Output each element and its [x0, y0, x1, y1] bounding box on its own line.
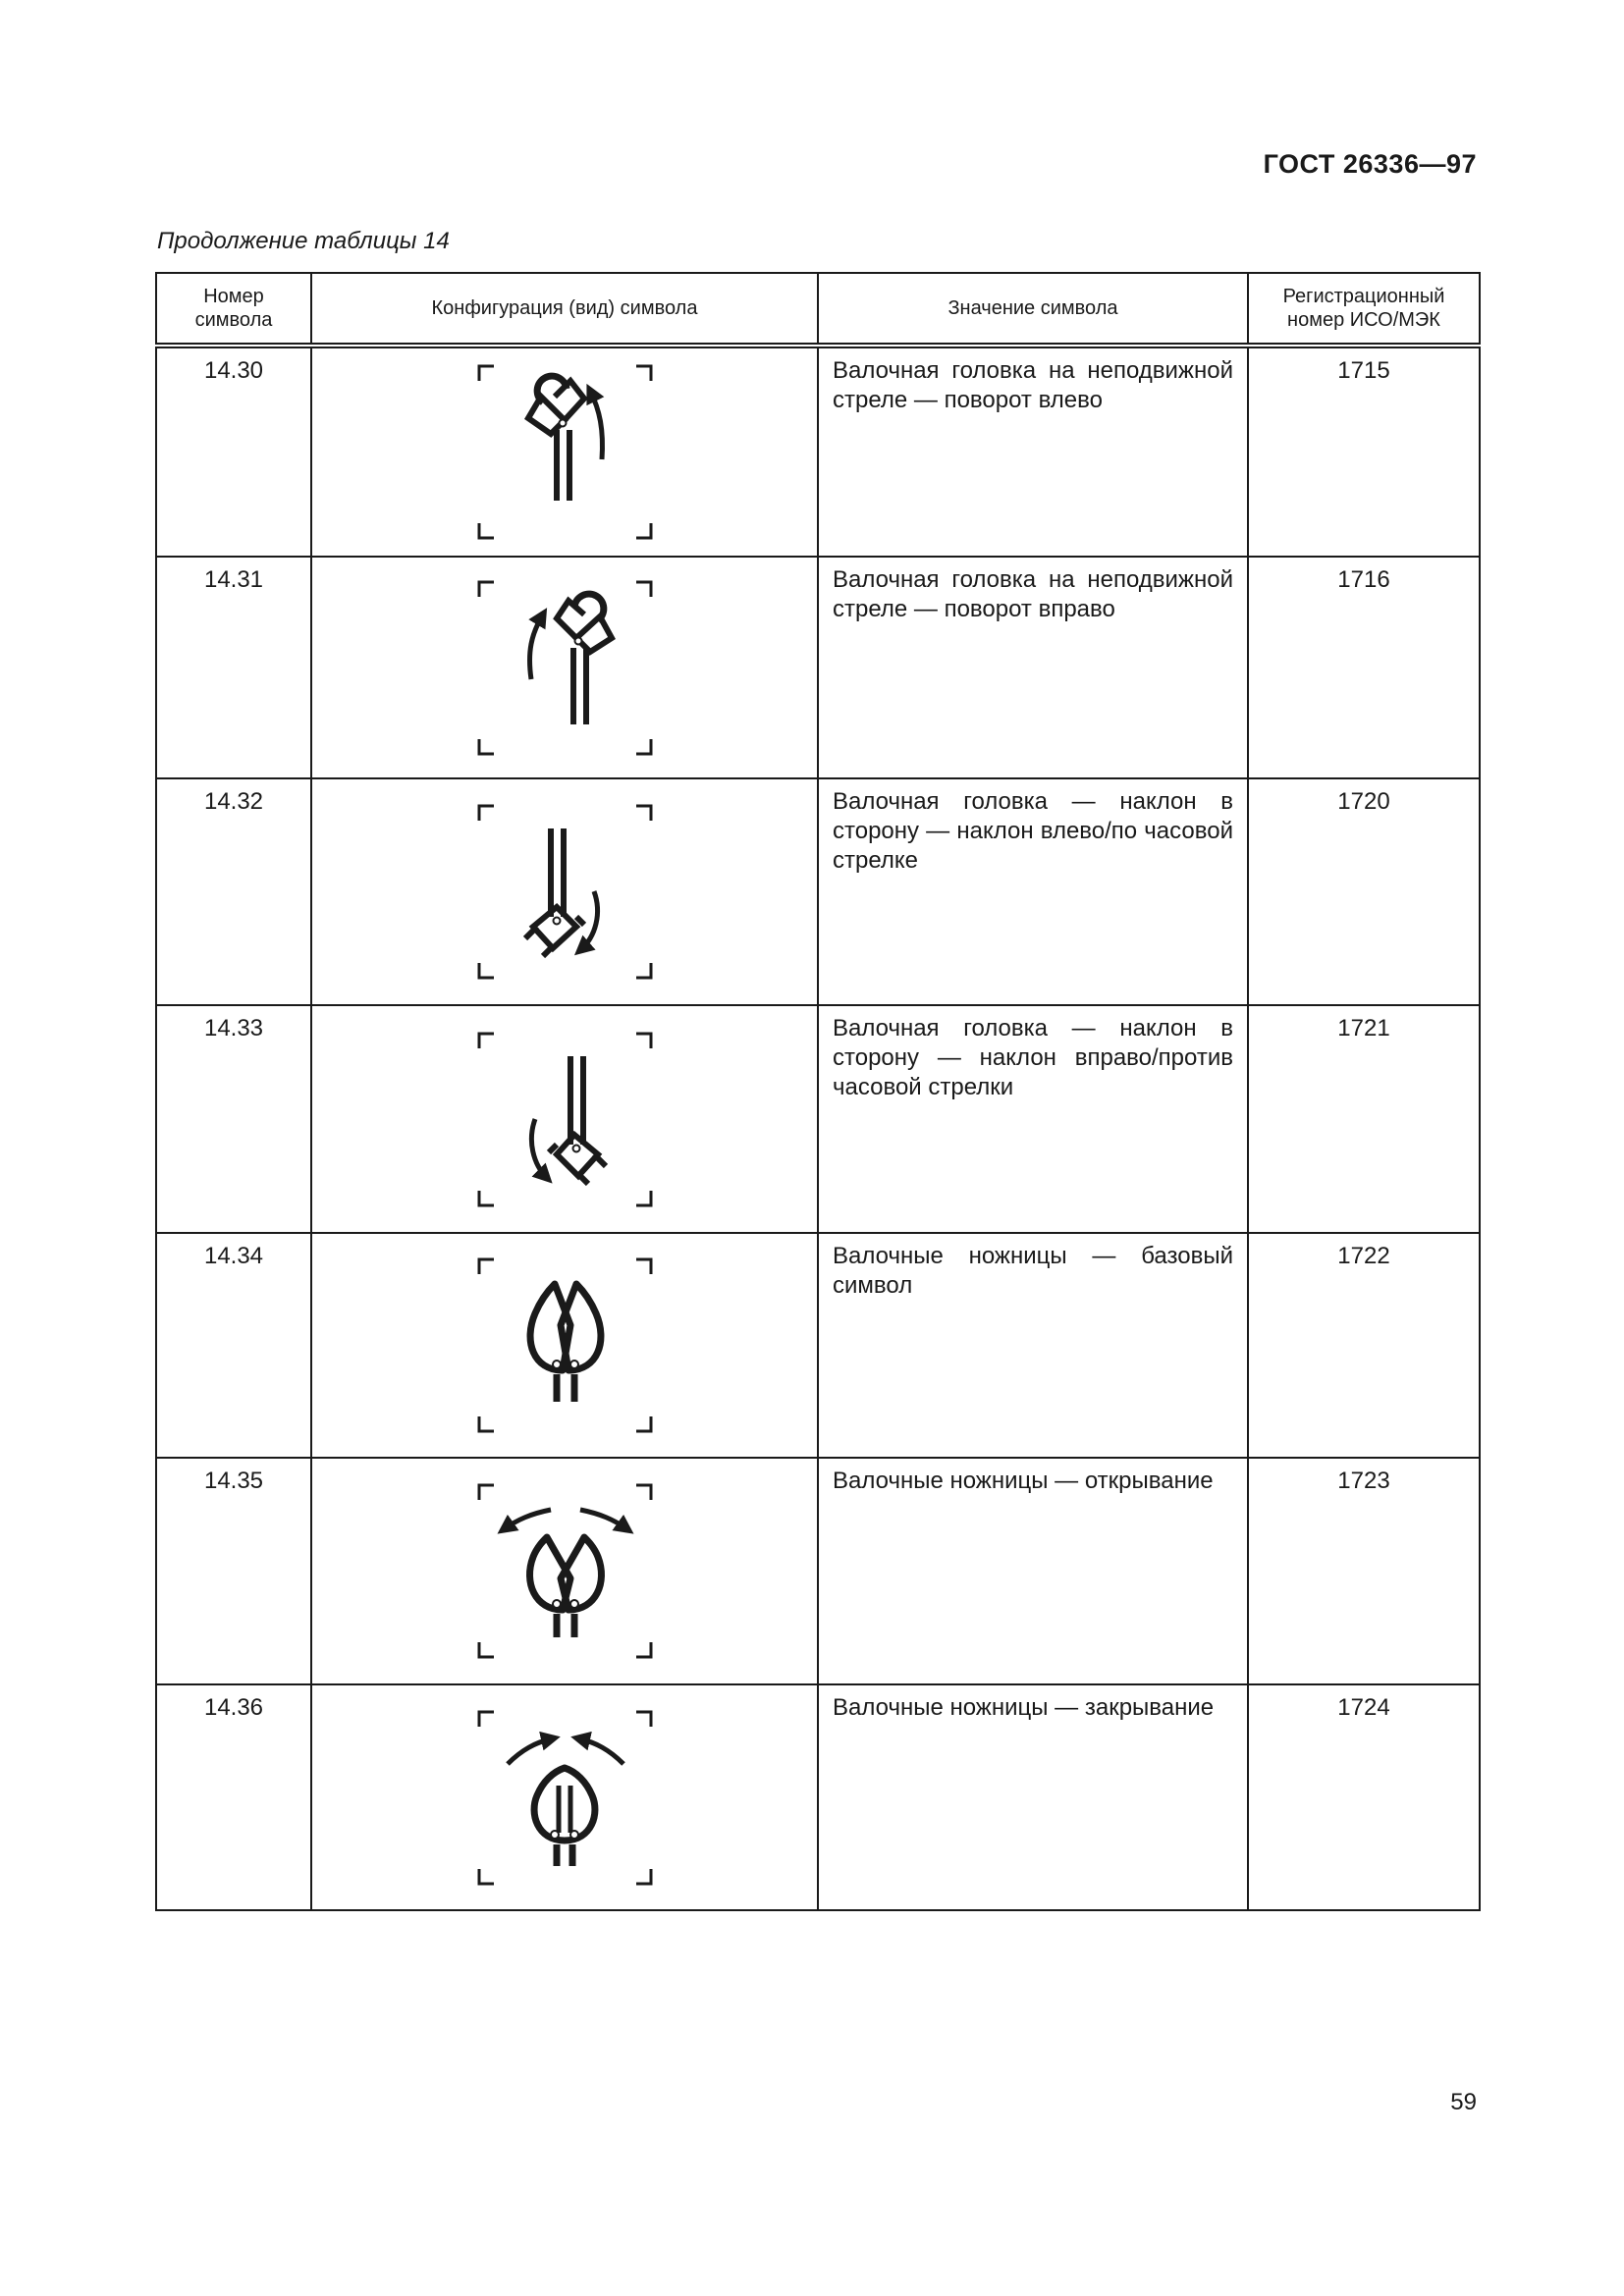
symbol-number: 14.35 — [156, 1458, 311, 1684]
table-row — [156, 1233, 1480, 1458]
col-header-number: Номер символа — [156, 273, 311, 346]
symbols-table — [155, 272, 1481, 1911]
shears-open-icon — [474, 1480, 656, 1662]
document-code: ГОСТ 26336—97 — [1263, 149, 1477, 179]
table-row — [156, 778, 1480, 1005]
boom-head-rotate-left-icon — [474, 361, 656, 543]
iso-reg-number: 1721 — [1248, 1005, 1480, 1233]
col-header-reg: Регистрационный номер ИСО/МЭК — [1248, 273, 1480, 346]
table-row — [156, 346, 1480, 557]
iso-reg-number: 1723 — [1248, 1458, 1480, 1684]
iso-reg-number: 1716 — [1248, 557, 1480, 778]
symbol-meaning: Валочные ножницы — открывание — [818, 1458, 1248, 1684]
boom-head-tilt-left-icon — [474, 801, 656, 983]
table-row — [156, 1458, 1480, 1684]
symbol-number: 14.31 — [156, 557, 311, 778]
page-number: 59 — [1450, 2089, 1477, 2115]
table-header-row — [156, 273, 1480, 346]
shears-close-icon — [474, 1707, 656, 1889]
symbol-number: 14.36 — [156, 1684, 311, 1910]
table-row — [156, 1005, 1480, 1233]
symbol-meaning: Валочная головка — наклон в сторону — наклон вправо/против часовой стрелки — [818, 1005, 1248, 1233]
shears-basic-icon — [474, 1255, 656, 1436]
col-header-meaning: Значение символа — [818, 273, 1248, 346]
symbol-meaning: Валочные ножницы — базовый символ — [818, 1233, 1248, 1458]
table-caption: Продолжение таблицы 14 — [157, 228, 450, 254]
col-header-symbol: Конфигурация (вид) символа — [311, 273, 818, 346]
table-row — [156, 557, 1480, 778]
symbol-number: 14.32 — [156, 778, 311, 1005]
iso-reg-number: 1722 — [1248, 1233, 1480, 1458]
iso-reg-number: 1720 — [1248, 778, 1480, 1005]
symbol-meaning: Валочная головка — наклон в сторону — наклон влево/по часовой стрелке — [818, 778, 1248, 1005]
symbol-meaning: Валочная головка на неподвижной стреле — поворот вправо — [818, 557, 1248, 778]
symbol-meaning: Валочные ножницы — закрывание — [818, 1684, 1248, 1910]
table-row — [156, 1684, 1480, 1910]
symbol-meaning: Валочная головка на неподвижной стреле — поворот влево — [818, 346, 1248, 557]
symbol-number: 14.34 — [156, 1233, 311, 1458]
symbol-number: 14.30 — [156, 346, 311, 557]
boom-head-tilt-right-icon — [474, 1029, 656, 1210]
symbol-number: 14.33 — [156, 1005, 311, 1233]
boom-head-rotate-right-icon — [474, 577, 656, 759]
iso-reg-number: 1715 — [1248, 346, 1480, 557]
iso-reg-number: 1724 — [1248, 1684, 1480, 1910]
